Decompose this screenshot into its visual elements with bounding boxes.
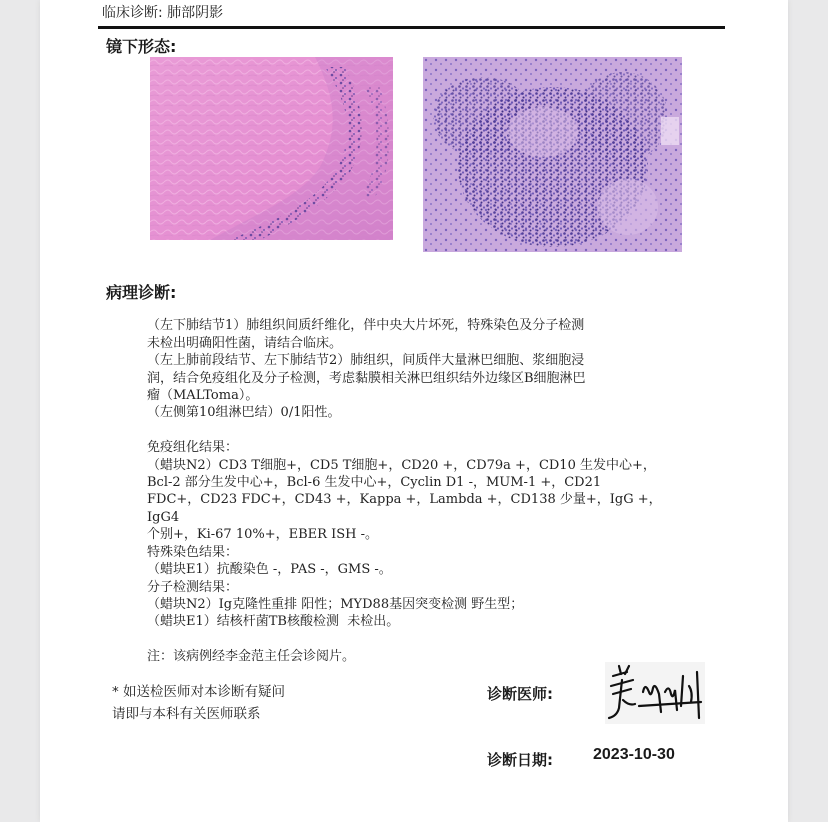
text-line: （蜡块E1）结核杆菌TB核酸检测 未检出。 [147,614,400,630]
text-line: 注：该病例经李金范主任会诊阅片。 [147,649,356,665]
text-line: 瘤（MALToma）。 [147,388,259,404]
microscopy-title: 镜下形态: [106,37,177,56]
diagnosis-date: 2023-10-30 [593,746,675,763]
text-line: （左侧第10组淋巴结）0/1阳性。 [147,405,341,421]
histology-image-necrosis [150,57,393,240]
text-line: 免疫组化结果： [147,440,239,456]
text-line: （左上肺前段结节、左下肺结节2）肺组织，间质伴大量淋巴细胞、浆细胞浸 [147,353,585,369]
pathology-title: 病理诊断: [106,283,177,302]
pathology-diagnosis-text [147,300,667,700]
text-line: （左下肺结节1）肺组织间质纤维化，伴中央大片坏死，特殊染色及分子检测 [147,318,585,334]
report-page [40,0,788,822]
text-line [147,422,667,439]
doctor-label: 诊断医师: [487,685,553,703]
text-line: 特殊染色结果： [147,544,239,560]
text-line: （蜡块N2）CD3 T细胞+，CD5 T细胞+，CD20 +，CD79a +，CD10 生发中心+， [147,457,656,473]
footer-note-line2: 请即与本科有关医师联系 [112,706,261,722]
text-line: 个别+，Ki-67 10%+，EBER ISH -。 [147,527,378,543]
text-line: 润，结合免疫组化及分子检测，考虑黏膜相关淋巴组织结外边缘区B细胞淋巴 [147,370,586,386]
text-line [147,631,667,648]
text-line: （蜡块E1）抗酸染色 -，PAS -，GMS -。 [147,562,392,578]
text-line: 未检出明确阳性菌，请结合临床。 [147,335,343,351]
clinical-diagnosis: 临床诊断: 肺部阴影 [102,5,224,21]
text-line: FDC+，CD23 FDC+，CD43 +，Kappa +，Lambda +，CD138 少量+，IgG +，IgG4 [147,492,662,525]
date-label: 诊断日期: [487,751,553,769]
header-divider [98,26,725,29]
text-line: （蜡块N2）Ig克隆性重排 阳性；MYD88基因突变检测 野生型； [147,596,524,612]
text-line: 分子检测结果： [147,579,239,595]
histology-image-lymphoid [423,57,682,252]
footer-note [112,681,285,725]
footer-note-line1: * 如送检医师对本诊断有疑问 [112,684,286,700]
doctor-signature [605,662,705,724]
text-line: Bcl-2 部分生发中心+，Bcl-6 生发中心+，Cyclin D1 -，MUM-1 +，CD21 [147,475,602,491]
